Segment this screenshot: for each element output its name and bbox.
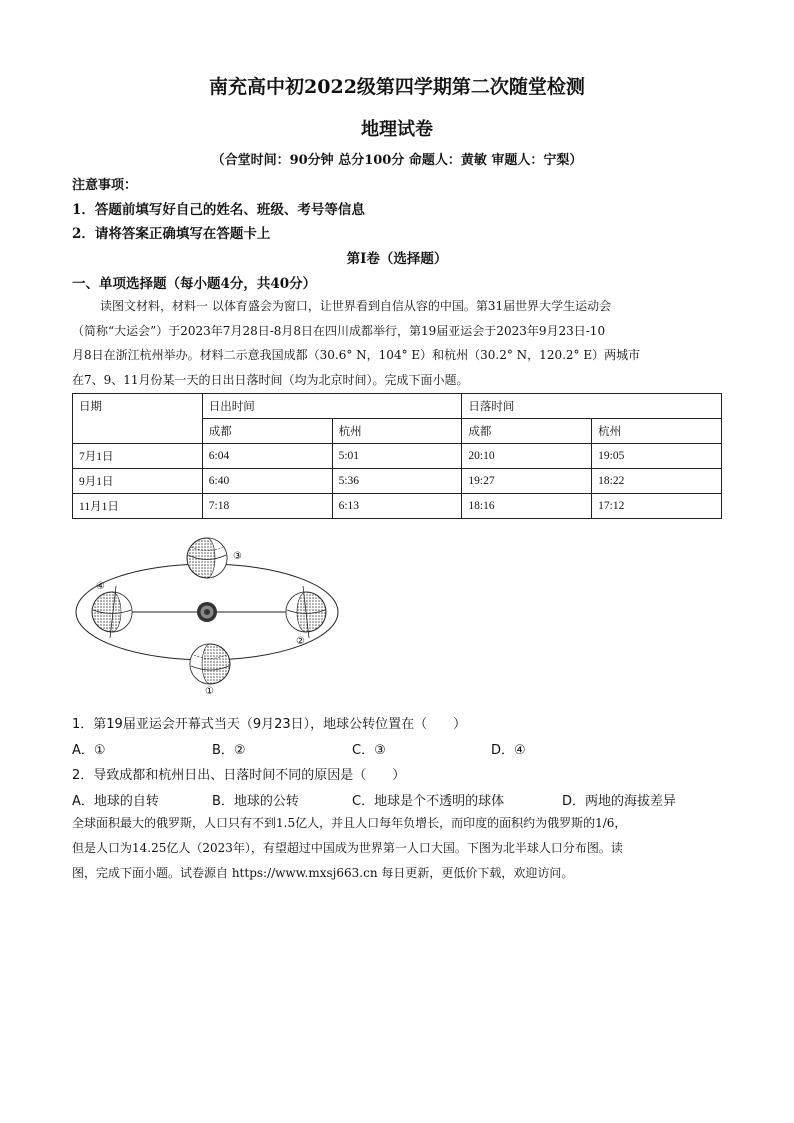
exam-title: 南充高中初2022级第四学期第二次随堂检测: [209, 76, 585, 98]
exam-meta: （合堂时间：90分钟 总分100分 命题人：黄敏 审题人：宁梨）: [211, 153, 583, 168]
earth-position-4: [92, 586, 132, 638]
cell-time: 19:05: [592, 444, 722, 469]
header-sunrise: 日出时间: [202, 394, 462, 419]
material-line: （简称“大运会”）于2023年7月28日-8月8日在四川成都举行，第19届亚运会于2023年9月23日-10: [72, 323, 606, 338]
cell-time: 19:27: [462, 469, 592, 494]
cell-time: 5:36: [332, 469, 462, 494]
question-2-option[interactable]: A．地球的自转: [72, 794, 159, 809]
earth-position-2: [286, 586, 326, 638]
cell-time: 20:10: [462, 444, 592, 469]
notice-heading: 注意事项：: [72, 178, 138, 193]
cell-time: 6:13: [332, 494, 462, 519]
material-line: [72, 294, 724, 319]
question-1-option[interactable]: C．③: [352, 743, 386, 758]
table-row: [73, 494, 722, 519]
material2-line: 图，完成下面小题。试卷源自 https://www.mxsj663.cn 每日更新，更低价下载，欢迎访问。: [72, 866, 574, 880]
header-city: 杭州: [332, 419, 462, 444]
cell-time: 17:12: [592, 494, 722, 519]
material2-text: [72, 811, 732, 886]
cell-date: 11月1日: [73, 494, 203, 519]
sun-icon: [197, 602, 217, 622]
cell-date: 7月1日: [73, 444, 203, 469]
material-line: 在7、9、11月份某一天的日出日落时间（均为北京时间）。完成下面小题。: [72, 372, 469, 387]
earth-position-3: [187, 538, 227, 578]
cell-time: 18:16: [462, 494, 592, 519]
question-1-option[interactable]: D．④: [491, 743, 526, 758]
table-row: [73, 444, 722, 469]
material2-line: 但是人口为14.25亿人（2023年），有望超过中国成为世界第一人口大国。下图为北半球人口分布图。读: [72, 841, 623, 855]
earth-position-1: [190, 644, 230, 684]
question-2-option[interactable]: D．两地的海拔差异: [562, 794, 677, 809]
table-row: [73, 469, 722, 494]
label-3: ③: [233, 551, 242, 562]
material-line: 月8日在浙江杭州举办。材料二示意我国成都（30.6° N，104° E）和杭州（30.2° N，120.2° E）两城市: [72, 348, 641, 362]
notice-item: 1．答题前填写好自己的姓名、班级、考号等信息: [72, 202, 365, 218]
cell-time: 6:40: [202, 469, 332, 494]
sun-time-table: [72, 393, 722, 519]
question-2-option[interactable]: B．地球的公转: [212, 794, 299, 809]
header-city: 成都: [462, 419, 592, 444]
material-text: [72, 294, 724, 392]
material2-line: 全球面积最大的俄罗斯，人口只有不到1.5亿人，并且人口每年负增长，而印度的面积约为俄罗斯的1/6，: [72, 816, 627, 830]
cell-time: 5:01: [332, 444, 462, 469]
header-city: 杭州: [592, 419, 722, 444]
label-2: ②: [296, 636, 305, 647]
cell-time: 6:04: [202, 444, 332, 469]
label-1: ①: [205, 686, 214, 697]
part-title: 第Ⅰ卷（选择题）: [346, 251, 448, 267]
question-1-stem: 1．第19届亚运会开幕式当天（9月23日），地球公转位置在（ ）: [72, 717, 467, 732]
question-1-option[interactable]: A．①: [72, 743, 106, 758]
cell-date: 9月1日: [73, 469, 203, 494]
label-4: ④: [96, 581, 105, 592]
cell-time: 18:22: [592, 469, 722, 494]
cell-time: 7:18: [202, 494, 332, 519]
header-date: 日期: [73, 394, 203, 444]
question-2-option[interactable]: C．地球是个不透明的球体: [352, 794, 505, 809]
header-city: 成都: [202, 419, 332, 444]
header-sunset: 日落时间: [462, 394, 722, 419]
question-2-stem: 2．导致成都和杭州日出、日落时间不同的原因是（ ）: [72, 768, 406, 783]
notice-item: 2．请将答案正确填写在答题卡上: [72, 226, 271, 242]
exam-subject: 地理试卷: [361, 119, 433, 140]
earth-orbit-diagram: [70, 534, 340, 698]
question-1-option[interactable]: B．②: [212, 743, 246, 758]
section-title: 一、单项选择题（每小题4分，共40分）: [72, 276, 317, 292]
material-line-text: 读图文材料，材料一 以体育盛会为窗口，让世界看到自信从容的中国。第31届世界大学生运动会: [100, 299, 612, 313]
